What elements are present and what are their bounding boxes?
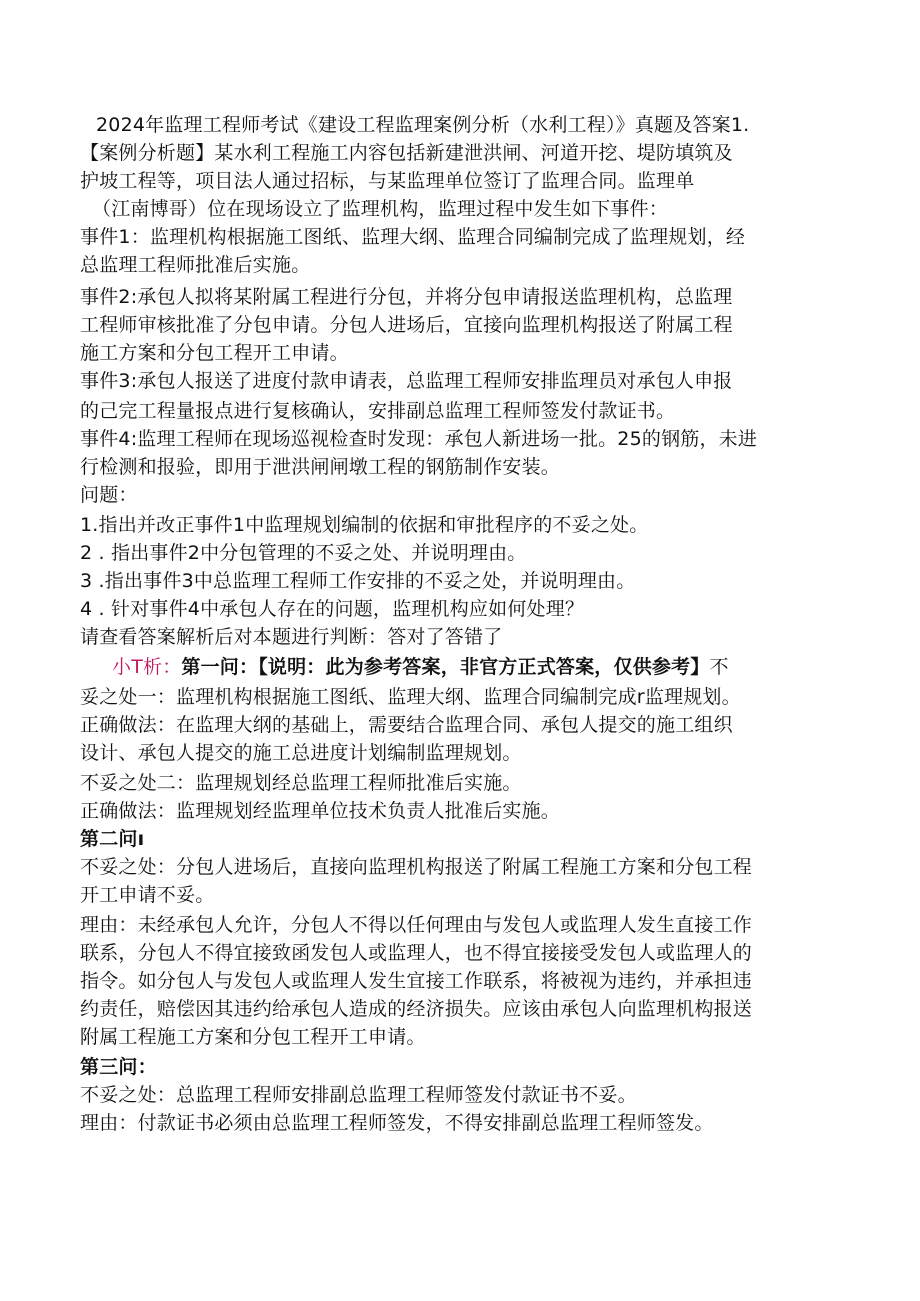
question-1: 1.指出并改正事件1中监理规划编制的依据和审批程序的不妥之处。 (80, 514, 649, 536)
text-line: 开工申请不妥。 (80, 884, 215, 906)
text-line: 行检测和报验，即用于泄洪闸闸墩工程的钢筋制作安装。 (80, 456, 561, 478)
text-line-title: 2024年监理工程师考试《建设工程监理案例分析（水利工程）》真题及答案1. (96, 114, 750, 136)
analysis-first-tail: 不 (709, 656, 729, 678)
text-line: 指令。如分包人与发包人或监理人发生宜接工作联系，将被视为违约，并承担违 (80, 970, 753, 992)
text-line: 施工方案和分包工程开工申请。 (80, 342, 349, 364)
text-line: 不妥之处：总监理工程师安排副总监理工程师签发付款证书不妥。 (80, 1084, 637, 1106)
analysis-first-heading: 第一问：【说明：此为参考答案，非官方正式答案，仅供参考】 (181, 656, 710, 678)
question-2: 2 . 指出事件2中分包管理的不妥之处、并说明理由。 (80, 542, 527, 564)
question-3: 3 .指出事件3中总监理工程师工作安排的不妥之处，并说明理由。 (80, 570, 636, 592)
text-line: 护坡工程等，项目法人通过招标，与某监理单位签订了监理合同。监理单 (80, 170, 695, 192)
questions-heading: 问题： (80, 484, 138, 506)
answer-judgement-prompt: 请查看答案解析后对本题进行判断：答对了答错了 (80, 626, 503, 648)
text-line-event-4: 事件4:监理工程师在现场巡视检查时发现：承包人新进场一批。25的钢筋，未进 (80, 428, 758, 450)
section-heading-2: 第二问ı (80, 828, 145, 850)
text-line: 工程师审核批准了分包申请。分包人进场后，宜接向监理机构报送了附属工程 (80, 314, 733, 336)
text-line: 妥之处一：监理机构根据施工图纸、监理大纲、监理合同编制完成r监理规划。 (80, 686, 741, 708)
text-line: 正确做法：在监理大纲的基础上，需要结合监理合同、承包人提交的施工组织 (80, 714, 733, 736)
text-line: 【案例分析题】某水利工程施工内容包括新建泄洪闸、河道开挖、堤防填筑及 (80, 142, 733, 164)
text-line: 的己完工程量报点进行复核确认，安排副总监理工程师签发付款证书。 (80, 400, 676, 422)
analysis-line (112, 653, 729, 681)
text-line-event-2: 事件2:承包人拟将某附属工程进行分包，并将分包申请报送监理机构，总监理 (80, 286, 733, 308)
text-line: 总监理工程师批准后实施。 (80, 254, 311, 276)
text-line: 附属工程施工方案和分包工程开工申请。 (80, 1026, 426, 1048)
text-line-event-1: 事件1：监理机构根据施工图纸、监理大纲、监理合同编制完成了监理规划，经 (80, 226, 746, 248)
text-line: 理由：未经承包人允许，分包人不得以任何理由与发包人或监理人发生直接工作 (80, 914, 753, 936)
text-line: （江南博哥）位在现场设立了监理机构，监理过程中发生如下事件： (92, 198, 669, 220)
analysis-label: 小T析： (112, 656, 182, 678)
text-line: 联系，分包人不得宜接致函发包人或监理人，也不得宜接接受发包人或监理人的 (80, 942, 753, 964)
text-line-event-3: 事件3:承包人报送了进度付款申请表，总监理工程师安排监理员对承包人申报 (80, 370, 733, 392)
text-line: 约责任，赔偿因其违约给承包人造成的经济损失。应该由承包人向监理机构报送 (80, 998, 753, 1020)
text-line: 不妥之处二：监理规划经总监理工程师批准后实施。 (80, 772, 522, 794)
text-line: 不妥之处：分包人进场后，直接向监理机构报送了附属工程施工方案和分包工程 (80, 856, 753, 878)
text-line: 理由：付款证书必须由总监理工程师签发，不得安排副总监理工程师签发。 (80, 1112, 714, 1134)
section-heading-3: 第三问： (80, 1056, 157, 1078)
question-4: 4 . 针对事件4中承包人存在的问题，监理机构应如何处理？ (80, 598, 585, 620)
text-line: 设计、承包人提交的施工总进度计划编制监理规划。 (80, 742, 522, 764)
text-line: 正确做法：监理规划经监理单位技术负责人批准后实施。 (80, 800, 561, 822)
